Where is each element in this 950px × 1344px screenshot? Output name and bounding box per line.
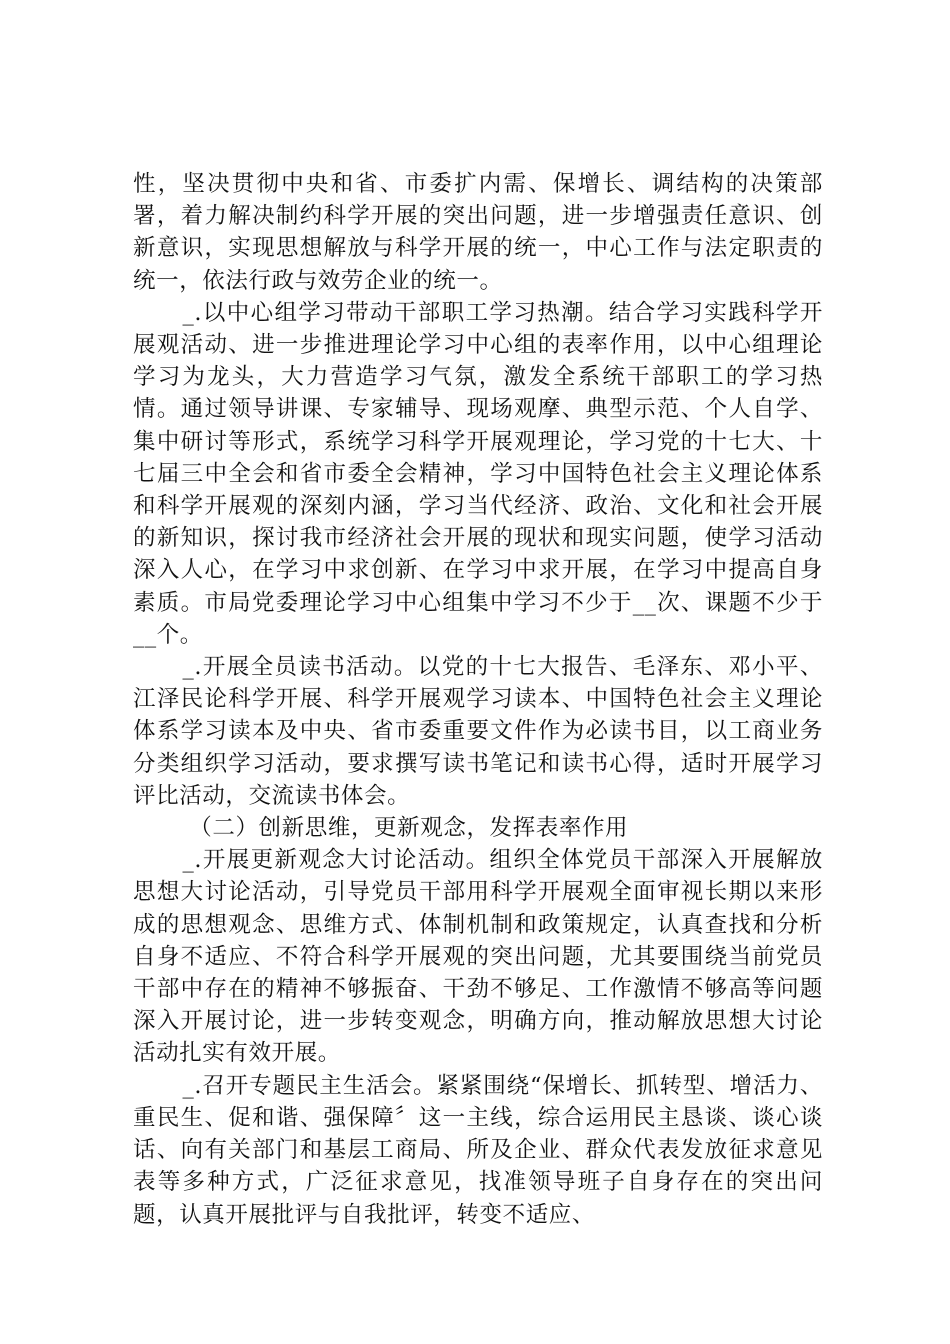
section-heading-innovative-thinking: （二）创新思维，更新观念，发挥表率作用 <box>189 815 629 842</box>
paragraph-reading-activity: _.开展全员读书活动。以党的十七大报告、毛泽东、邓小平、江泽民论科学开展、科学开展观学习读本、中国特色社会主义理论体系学习读本及中央、省市委重要文件作为必读书目，以工商业务分类组织学习活动，要求撰写读书笔记和读书心得，适时开展学习评比活动，交流读书体会。 <box>133 654 823 809</box>
paragraph-discussion-activity: _.开展更新观念大讨论活动。组织全体党员干部深入开展解放思想大讨论活动，引导党员干部用科学开展观全面审视长期以来形成的思想观念、思维方式、体制机制和政策规定，认真查找和分析自身不适应、不符合科学开展观的突出问题，尤其要围绕当前党员干部中存在的精神不够振奋、干劲不够足、工作激情不够高等问题深入开展讨论，进一步转变观念，明确方向，推动解放思想大讨论活动扎实有效开展。 <box>133 847 823 1067</box>
paragraph-central-group-study: _.以中心组学习带动干部职工学习热潮。结合学习实践科学开展观活动、进一步推进理论学习中心组的表率作用，以中心组理论学习为龙头，大力营造学习气氛，激发全系统干部职工的学习热情。通过领导讲课、专家辅导、现场观摩、典型示范、个人自学、集中研讨等形式，系统学习科学开展观理论，学习党的十七大、十七届三中全会和省市委全会精神，学习中国特色社会主义理论体系和科学开展观的深刻内涵，学习当代经济、政治、文化和社会开展的新知识，探讨我市经济社会开展的现状和现实问题，使学习活动深入人心，在学习中求创新、在学习中求开展，在学习中提高自身素质。市局党委理论学习中心组集中学习不少于__次、课题不少于__个。 <box>133 299 823 648</box>
paragraph-democratic-meeting: _.召开专题民主生活会。紧紧围绕“保增长、抓转型、增活力、重民生、促和谐、强保障〞这一主线，综合运用民主恳谈、谈心谈话、向有关部门和基层工商局、所及企业、群众代表发放征求意见表等多种方式，广泛征求意见，找准领导班子自身存在的突出问题，认真开展批评与自我批评，转变不适应、 <box>133 1072 823 1228</box>
document-body <box>133 168 823 1231</box>
paragraph-continuation: 性，坚决贯彻中央和省、市委扩内需、保增长、调结构的决策部署，着力解决制约科学开展的突出问题，进一步增强责任意识、创新意识，实现思想解放与科学开展的统一，中心工作与法定职责的统一，依法行政与效劳企业的统一。 <box>133 171 823 294</box>
